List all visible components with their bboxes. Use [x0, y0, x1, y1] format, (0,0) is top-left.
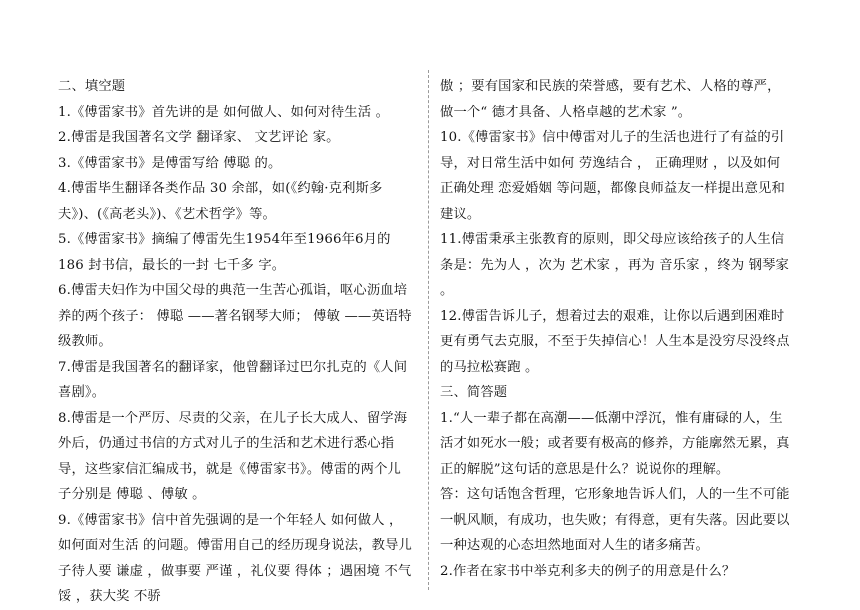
fill-in-item-5: 5.《傅雷家书》摘编了傅雷先生1954年至1966年6月的 186 封书信，最长的一封 七千多 字。 — [58, 232, 391, 273]
section-heading-fill-in: 二、填空题 — [58, 79, 126, 94]
fill-in-item-8: 8.傅雷是一个严厉、尽责的父亲，在儿子长大成人、留学海外后，仍通过书信的方式对儿子的生活和艺术进行悉心指导，这些家信汇编成书，就是《傅雷家书》。傅雷的两个儿子分别是 傅聪 、傅敏 。 — [58, 410, 408, 502]
fill-in-item-3: 3.《傅雷家书》是傅雷写给 傅聪 的。 — [58, 155, 282, 171]
fill-in-item-1: 1.《傅雷家书》首先讲的是 如何做人、如何对待生活 。 — [58, 104, 390, 120]
left-column — [58, 74, 414, 610]
fill-in-item-6: 6.傅雷夫妇作为中国父母的典范一生苦心孤诣，呕心沥血培养的两个孩子： 傅聪 ——著名钢琴大师； 傅敏 ——英语特级教师。 — [58, 283, 412, 349]
fill-in-item-12: 12.傅雷告诉儿子，想着过去的艰难，让你以后遇到困难时更有勇气去克服，不至于失掉信心！人生本是没穷尽没终点的马拉松赛跑 。 — [440, 308, 790, 375]
fill-in-item-9: 9.《傅雷家书》信中首先强调的是一个年轻人 如何做人 ， 如何面对生活 的问题。傅雷用自己的经历现身说法，教导儿子待人要 谦虚 ，做事要 严谨 ，礼仪要 得体 ；遇困境 不气馁 ，获大奖 不骄 — [58, 512, 412, 604]
short-answer-question-1: 1.“人一辈子都在高潮——低潮中浮沉，惟有庸碌的人，生活才如死水一般；或者要有极高的修养，方能廓然无累，真正的解脱”这句话的意思是什么？说说你的理解。 — [440, 410, 790, 477]
right-column — [440, 74, 792, 584]
section-heading-short-answer: 三、简答题 — [440, 385, 508, 400]
fill-in-item-11: 11.傅雷秉承主张教育的原则，即父母应该给孩子的人生信条是：先为人 ，次为 艺术家 ，再为 音乐家 ，终为 钢琴家 。 — [440, 232, 789, 298]
fill-in-item-4: 4.傅雷毕生翻译各类作品 30 余部，如(《约翰·克利斯多夫》)、(《高老头》)、《艺术哲学》等。 — [58, 181, 383, 222]
fill-in-item-9-continued: 傲 ；要有国家和民族的荣誉感，要有艺术、人格的尊严，做一个“ 德才具备、人格卓越的艺术家 ”。 — [440, 79, 781, 120]
short-answer-answer-1: 答：这句话饱含哲理，它形象地告诉人们，人的一生不可能一帆风顺，有成功，也失败；有得意，更有失落。因此要以一种达观的心态坦然地面对人生的诸多痛苦。 — [440, 487, 790, 553]
fill-in-item-2: 2.傅雷是我国著名文学 翻译家、 文艺评论 家。 — [58, 130, 340, 145]
fill-in-item-7: 7.傅雷是我国著名的翻译家，他曾翻译过巴尔扎克的《人间喜剧》。 — [58, 359, 408, 400]
fill-in-item-10: 10.《傅雷家书》信中傅雷对儿子的生活也进行了有益的引导，对日常生活中如何 劳逸结合 ， 正确理财 ，以及如何正确处理 恋爱婚姻 等问题，都像良师益友一样提出意见和建议。 — [440, 130, 785, 222]
short-answer-question-2: 2.作者在家书中举克利多夫的例子的用意是什么？ — [440, 563, 736, 579]
column-divider — [428, 70, 429, 590]
